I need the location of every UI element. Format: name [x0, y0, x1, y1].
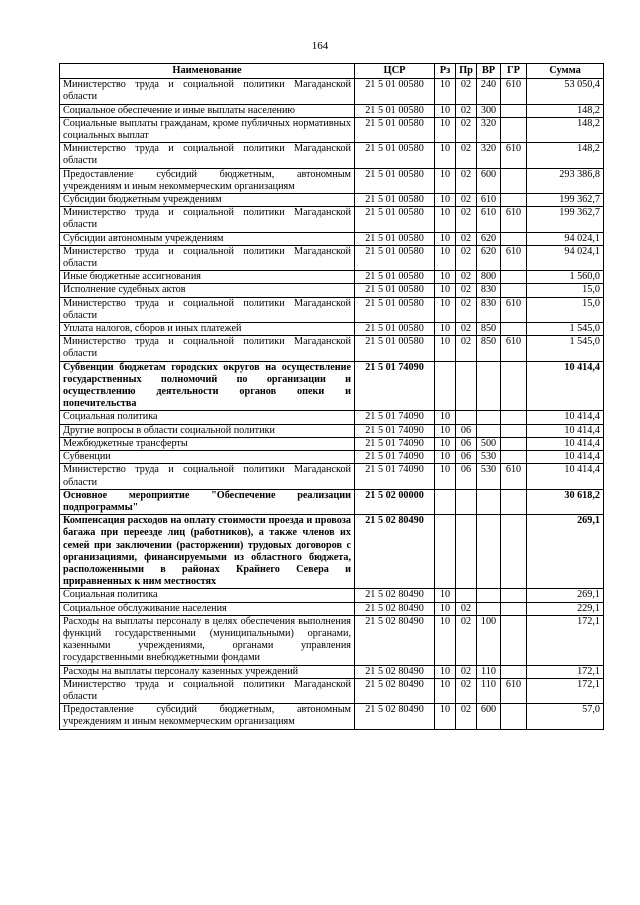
cell-vr: 830 — [477, 284, 501, 297]
cell-gr — [501, 323, 527, 336]
cell-csr: 21 5 02 80490 — [355, 589, 435, 602]
cell-name: Предоставление субсидий бюджетным, автономным учреждениям и иным некоммерческим организациям — [60, 704, 355, 729]
cell-name: Министерство труда и социальной политики Магаданской области — [60, 245, 355, 270]
table-row — [60, 143, 604, 168]
cell-pr: 02 — [456, 336, 477, 361]
cell-gr — [501, 232, 527, 245]
table-row — [60, 678, 604, 703]
cell-gr: 610 — [501, 207, 527, 232]
cell-name: Исполнение судебных актов — [60, 284, 355, 297]
table-row — [60, 589, 604, 602]
cell-pr: 02 — [456, 323, 477, 336]
cell-vr — [477, 489, 501, 514]
cell-rz: 10 — [435, 336, 456, 361]
cell-pr — [456, 515, 477, 589]
cell-vr — [477, 515, 501, 589]
cell-csr: 21 5 02 80490 — [355, 515, 435, 589]
cell-name: Субвенции бюджетам городских округов на осуществление государственных полномочий по организации и осуществлению деятельности органов опеки и попечительства — [60, 361, 355, 411]
cell-vr — [477, 411, 501, 424]
cell-pr: 02 — [456, 678, 477, 703]
cell-sum: 10 414,4 — [527, 464, 604, 489]
cell-gr — [501, 411, 527, 424]
table-row — [60, 284, 604, 297]
cell-sum: 148,2 — [527, 143, 604, 168]
cell-vr: 320 — [477, 117, 501, 142]
cell-name: Межбюджетные трансферты — [60, 437, 355, 450]
cell-name: Министерство труда и социальной политики Магаданской области — [60, 678, 355, 703]
cell-sum: 269,1 — [527, 515, 604, 589]
cell-name: Компенсация расходов на оплату стоимости проезда и провоза багажа при переезде лиц (работников), а также членов их семей при заключении (расторжении) трудовых договоров с организациями, финансируемыми из областного бюджета, расположенными в районах Крайнего Севера и приравненных к ним местностях — [60, 515, 355, 589]
cell-sum: 269,1 — [527, 589, 604, 602]
cell-csr: 21 5 01 74090 — [355, 361, 435, 411]
cell-pr: 02 — [456, 143, 477, 168]
cell-rz — [435, 489, 456, 514]
cell-pr: 02 — [456, 297, 477, 322]
cell-csr: 21 5 01 74090 — [355, 451, 435, 464]
cell-csr: 21 5 01 00580 — [355, 117, 435, 142]
cell-gr — [501, 515, 527, 589]
table-row — [60, 207, 604, 232]
cell-sum: 293 386,8 — [527, 168, 604, 193]
cell-vr: 610 — [477, 194, 501, 207]
cell-pr: 02 — [456, 271, 477, 284]
cell-rz: 10 — [435, 297, 456, 322]
cell-gr — [501, 489, 527, 514]
header-csr: ЦСР — [355, 64, 435, 79]
cell-pr: 02 — [456, 207, 477, 232]
cell-rz: 10 — [435, 665, 456, 678]
table-row — [60, 411, 604, 424]
table-row — [60, 361, 604, 411]
cell-sum: 15,0 — [527, 297, 604, 322]
cell-sum: 1 560,0 — [527, 271, 604, 284]
cell-pr: 02 — [456, 117, 477, 142]
cell-rz: 10 — [435, 245, 456, 270]
cell-vr: 620 — [477, 245, 501, 270]
cell-name: Расходы на выплаты персоналу казенных учреждений — [60, 665, 355, 678]
cell-rz: 10 — [435, 117, 456, 142]
cell-name: Расходы на выплаты персоналу в целях обеспечения выполнения функций государственными (муниципальными) органами, казенными учреждениями, органами управления государственными внебюджетными фондами — [60, 615, 355, 665]
cell-pr: 06 — [456, 464, 477, 489]
cell-name: Субсидии автономным учреждениям — [60, 232, 355, 245]
cell-vr: 530 — [477, 464, 501, 489]
cell-pr — [456, 411, 477, 424]
table-row — [60, 424, 604, 437]
cell-name: Министерство труда и социальной политики Магаданской области — [60, 464, 355, 489]
cell-csr: 21 5 02 80490 — [355, 704, 435, 729]
cell-gr: 610 — [501, 79, 527, 104]
cell-name: Иные бюджетные ассигнования — [60, 271, 355, 284]
cell-name: Предоставление субсидий бюджетным, автономным учреждениям и иным некоммерческим организациям — [60, 168, 355, 193]
cell-vr: 110 — [477, 665, 501, 678]
table-row — [60, 245, 604, 270]
table-row — [60, 602, 604, 615]
cell-sum: 30 618,2 — [527, 489, 604, 514]
cell-sum: 10 414,4 — [527, 361, 604, 411]
cell-pr: 02 — [456, 232, 477, 245]
table-row — [60, 232, 604, 245]
cell-gr — [501, 424, 527, 437]
cell-sum: 15,0 — [527, 284, 604, 297]
cell-name: Субвенции — [60, 451, 355, 464]
cell-pr: 06 — [456, 437, 477, 450]
cell-rz: 10 — [435, 207, 456, 232]
table-row — [60, 489, 604, 514]
table-row — [60, 515, 604, 589]
cell-gr — [501, 361, 527, 411]
cell-vr: 600 — [477, 168, 501, 193]
cell-pr: 02 — [456, 168, 477, 193]
cell-csr: 21 5 01 00580 — [355, 245, 435, 270]
cell-vr: 110 — [477, 678, 501, 703]
cell-rz — [435, 361, 456, 411]
cell-name: Министерство труда и социальной политики Магаданской области — [60, 336, 355, 361]
cell-csr: 21 5 01 00580 — [355, 271, 435, 284]
cell-vr: 830 — [477, 297, 501, 322]
cell-vr: 850 — [477, 323, 501, 336]
cell-csr: 21 5 02 00000 — [355, 489, 435, 514]
cell-rz: 10 — [435, 615, 456, 665]
cell-csr: 21 5 02 80490 — [355, 615, 435, 665]
cell-gr: 610 — [501, 143, 527, 168]
cell-rz: 10 — [435, 451, 456, 464]
table-body — [60, 79, 604, 729]
cell-csr: 21 5 01 00580 — [355, 297, 435, 322]
cell-rz: 10 — [435, 678, 456, 703]
cell-rz: 10 — [435, 79, 456, 104]
cell-pr: 06 — [456, 424, 477, 437]
cell-name: Министерство труда и социальной политики Магаданской области — [60, 143, 355, 168]
cell-name: Другие вопросы в области социальной политики — [60, 424, 355, 437]
cell-vr: 620 — [477, 232, 501, 245]
table-row — [60, 104, 604, 117]
cell-vr: 600 — [477, 704, 501, 729]
cell-pr: 06 — [456, 451, 477, 464]
header-name: Наименование — [60, 64, 355, 79]
cell-gr — [501, 451, 527, 464]
cell-gr — [501, 437, 527, 450]
cell-rz: 10 — [435, 464, 456, 489]
cell-name: Министерство труда и социальной политики Магаданской области — [60, 207, 355, 232]
cell-sum: 229,1 — [527, 602, 604, 615]
cell-vr: 530 — [477, 451, 501, 464]
cell-gr — [501, 284, 527, 297]
cell-vr — [477, 602, 501, 615]
cell-rz: 10 — [435, 602, 456, 615]
cell-sum: 1 545,0 — [527, 323, 604, 336]
cell-csr: 21 5 02 80490 — [355, 665, 435, 678]
cell-csr: 21 5 01 00580 — [355, 194, 435, 207]
cell-name: Социальная политика — [60, 411, 355, 424]
cell-pr — [456, 589, 477, 602]
cell-csr: 21 5 01 74090 — [355, 424, 435, 437]
table-row — [60, 665, 604, 678]
cell-sum: 10 414,4 — [527, 411, 604, 424]
cell-csr: 21 5 01 00580 — [355, 79, 435, 104]
cell-sum: 1 545,0 — [527, 336, 604, 361]
cell-vr — [477, 589, 501, 602]
cell-sum: 172,1 — [527, 678, 604, 703]
cell-csr: 21 5 01 74090 — [355, 464, 435, 489]
header-sum: Сумма — [527, 64, 604, 79]
cell-gr: 610 — [501, 678, 527, 703]
header-pr: Пр — [456, 64, 477, 79]
cell-pr: 02 — [456, 284, 477, 297]
cell-rz: 10 — [435, 194, 456, 207]
cell-name: Социальная политика — [60, 589, 355, 602]
cell-pr: 02 — [456, 245, 477, 270]
cell-rz — [435, 515, 456, 589]
cell-pr: 02 — [456, 665, 477, 678]
table-row — [60, 79, 604, 104]
cell-sum: 199 362,7 — [527, 207, 604, 232]
cell-rz: 10 — [435, 143, 456, 168]
cell-sum: 57,0 — [527, 704, 604, 729]
cell-vr: 800 — [477, 271, 501, 284]
header-rz: Рз — [435, 64, 456, 79]
cell-sum: 148,2 — [527, 104, 604, 117]
cell-vr: 320 — [477, 143, 501, 168]
cell-sum: 172,1 — [527, 615, 604, 665]
table-row — [60, 117, 604, 142]
cell-vr: 610 — [477, 207, 501, 232]
cell-sum: 53 050,4 — [527, 79, 604, 104]
cell-vr: 300 — [477, 104, 501, 117]
budget-table — [59, 63, 604, 730]
cell-csr: 21 5 01 00580 — [355, 168, 435, 193]
cell-pr: 02 — [456, 194, 477, 207]
cell-pr: 02 — [456, 602, 477, 615]
cell-sum: 94 024,1 — [527, 245, 604, 270]
cell-rz: 10 — [435, 437, 456, 450]
cell-pr — [456, 489, 477, 514]
cell-name: Министерство труда и социальной политики Магаданской области — [60, 79, 355, 104]
header-gr: ГР — [501, 64, 527, 79]
cell-name: Основное мероприятие "Обеспечение реализации подпрограммы" — [60, 489, 355, 514]
cell-csr: 21 5 01 00580 — [355, 284, 435, 297]
table-row — [60, 168, 604, 193]
cell-vr — [477, 361, 501, 411]
cell-gr — [501, 602, 527, 615]
cell-gr — [501, 194, 527, 207]
cell-gr: 610 — [501, 297, 527, 322]
table-header-row — [60, 64, 604, 79]
cell-name: Социальное обслуживание населения — [60, 602, 355, 615]
table-row — [60, 704, 604, 729]
table-row — [60, 451, 604, 464]
cell-vr: 500 — [477, 437, 501, 450]
cell-rz: 10 — [435, 589, 456, 602]
cell-rz: 10 — [435, 168, 456, 193]
cell-name: Субсидии бюджетным учреждениям — [60, 194, 355, 207]
cell-csr: 21 5 02 80490 — [355, 602, 435, 615]
table-row — [60, 194, 604, 207]
cell-csr: 21 5 01 74090 — [355, 437, 435, 450]
cell-pr: 02 — [456, 104, 477, 117]
cell-csr: 21 5 01 00580 — [355, 323, 435, 336]
cell-csr: 21 5 01 00580 — [355, 232, 435, 245]
cell-name: Социальное обеспечение и иные выплаты населению — [60, 104, 355, 117]
cell-csr: 21 5 01 00580 — [355, 104, 435, 117]
cell-sum: 10 414,4 — [527, 437, 604, 450]
cell-gr — [501, 117, 527, 142]
cell-csr: 21 5 01 00580 — [355, 207, 435, 232]
cell-gr — [501, 104, 527, 117]
cell-sum: 94 024,1 — [527, 232, 604, 245]
cell-rz: 10 — [435, 284, 456, 297]
cell-rz: 10 — [435, 271, 456, 284]
cell-sum: 10 414,4 — [527, 451, 604, 464]
table-row — [60, 464, 604, 489]
cell-csr: 21 5 02 80490 — [355, 678, 435, 703]
cell-rz: 10 — [435, 232, 456, 245]
cell-gr — [501, 615, 527, 665]
table-row — [60, 271, 604, 284]
table-row — [60, 336, 604, 361]
cell-csr: 21 5 01 00580 — [355, 143, 435, 168]
cell-gr — [501, 589, 527, 602]
page-number: 164 — [311, 40, 329, 52]
cell-rz: 10 — [435, 104, 456, 117]
cell-pr — [456, 361, 477, 411]
cell-gr: 610 — [501, 336, 527, 361]
table-row — [60, 297, 604, 322]
cell-sum: 148,2 — [527, 117, 604, 142]
cell-gr — [501, 168, 527, 193]
cell-vr: 850 — [477, 336, 501, 361]
cell-name: Министерство труда и социальной политики Магаданской области — [60, 297, 355, 322]
cell-name: Уплата налогов, сборов и иных платежей — [60, 323, 355, 336]
cell-sum: 199 362,7 — [527, 194, 604, 207]
cell-rz: 10 — [435, 424, 456, 437]
table-row — [60, 323, 604, 336]
cell-vr: 240 — [477, 79, 501, 104]
table-row — [60, 615, 604, 665]
cell-gr: 610 — [501, 464, 527, 489]
cell-gr — [501, 271, 527, 284]
cell-rz: 10 — [435, 323, 456, 336]
cell-gr — [501, 665, 527, 678]
header-vr: ВР — [477, 64, 501, 79]
table-row — [60, 437, 604, 450]
cell-pr: 02 — [456, 704, 477, 729]
cell-name: Социальные выплаты гражданам, кроме публичных нормативных социальных выплат — [60, 117, 355, 142]
cell-csr: 21 5 01 00580 — [355, 336, 435, 361]
cell-rz: 10 — [435, 411, 456, 424]
cell-pr: 02 — [456, 79, 477, 104]
cell-csr: 21 5 01 74090 — [355, 411, 435, 424]
cell-vr: 100 — [477, 615, 501, 665]
cell-gr: 610 — [501, 245, 527, 270]
cell-rz: 10 — [435, 704, 456, 729]
cell-pr: 02 — [456, 615, 477, 665]
cell-vr — [477, 424, 501, 437]
cell-sum: 10 414,4 — [527, 424, 604, 437]
cell-gr — [501, 704, 527, 729]
cell-sum: 172,1 — [527, 665, 604, 678]
